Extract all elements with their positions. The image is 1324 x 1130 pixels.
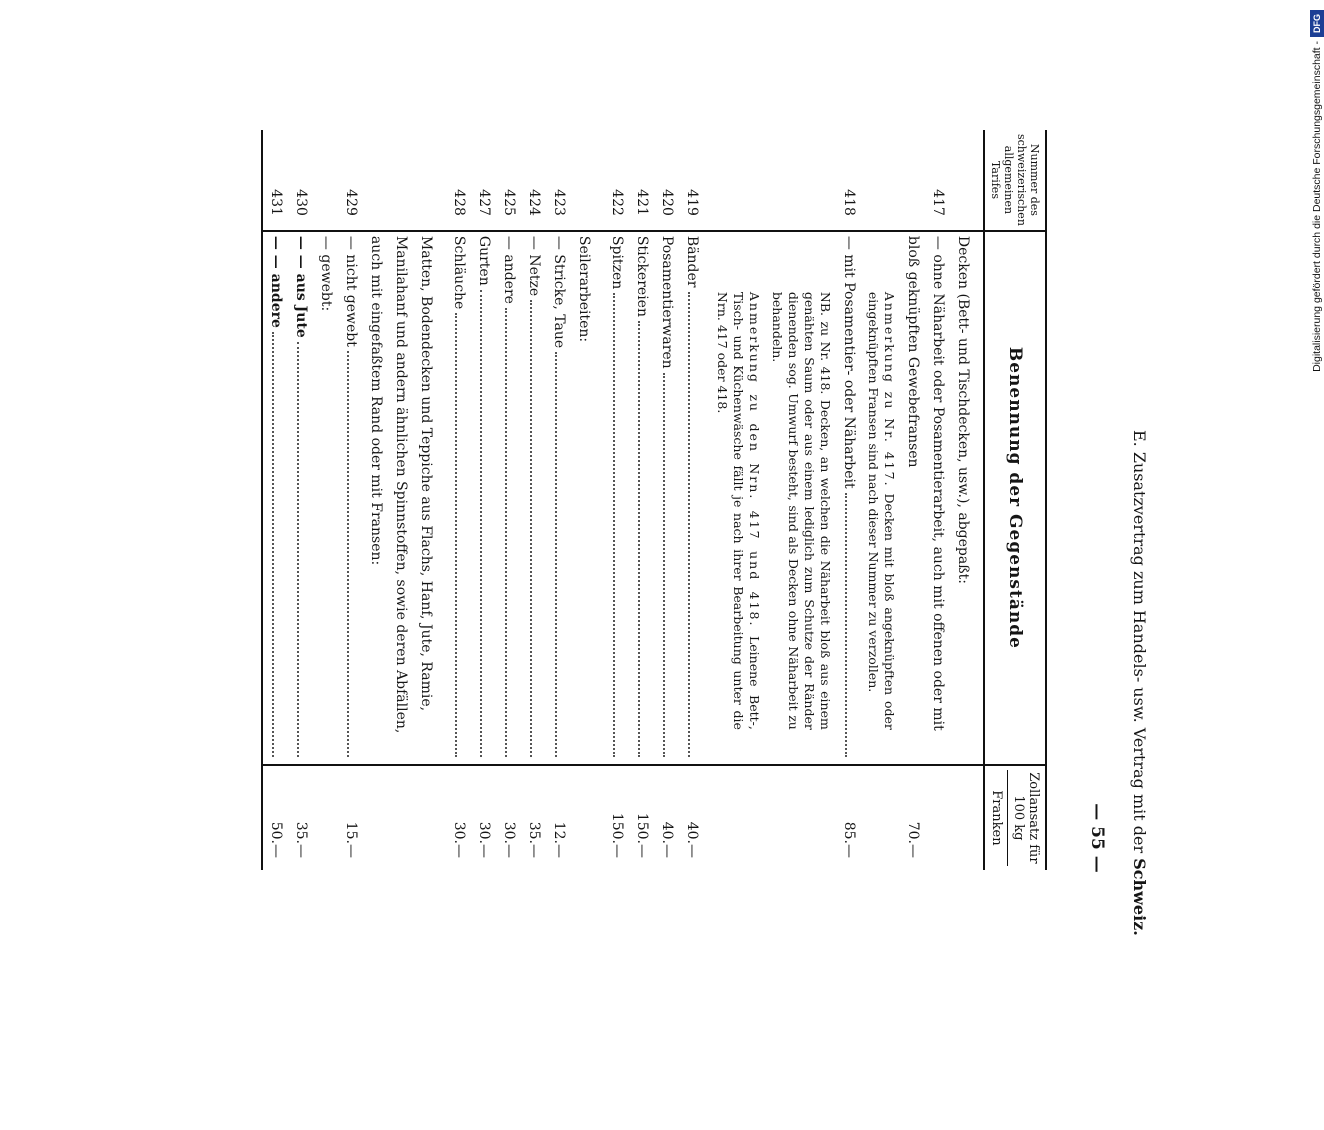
page-number: — 55 — [1087,803,1107,873]
row-427-number: 427 [471,130,496,231]
dfg-logo: DFG [1310,10,1324,37]
table-row [262,130,288,870]
page-header [1119,430,1149,1130]
row-422-number: 422 [604,130,629,231]
matten-heading: Matten, Bodendecken und Teppiche aus Flachs, Hanf, Jute, Ramie, Manilahanf und andern ähnlichen Spinnstoffen, sowie deren Abfällen, auch mit eingefaßtem Rand oder mit Fransen: [363,231,446,765]
row-425-text: — andere [501,235,517,304]
note-417-heading: Anmerkung zu Nr. 417. [882,291,897,488]
nb-418: NB. zu Nr. 418. Decken, an welchen die Näharbeit bloß aus einem genähten Saum oder aus einem lediglich zum Schutze der Ränder dienenden sog. Umwurf besteht, sind als Decken ohne Näharbeit zu behandeln. [770,291,833,730]
digitization-watermark [1302,10,1324,390]
page-number-wrap [1087,420,1112,873]
table-row [836,130,861,870]
tariff-table [261,130,1047,870]
row-421-text: Stickereien [634,235,650,317]
header-country: Schweiz. [1130,858,1149,936]
row-431-text: — — andere [268,235,284,328]
row-418-number: 418 [836,130,861,231]
note-417 [861,236,900,760]
row-429-number: 429 [338,130,363,231]
table-row [521,130,546,870]
table-row [765,130,836,870]
table-row [496,130,521,870]
note-417-text: Decken mit bloß angeknüpften oder eingeknüpften Fransen sind nach dieser Nummer zu verzollen. [866,291,897,730]
table-row [363,130,446,870]
table-header-row [984,130,1046,870]
column-header-name: Benennung der Gegenstände [984,231,1046,765]
table-row [604,130,629,870]
watermark-text: Digitalisierung gefördert durch die Deutsche Forschungsgemeinschaft - [1311,41,1323,372]
table-row [950,130,984,870]
row-424-number: 424 [521,130,546,231]
row-419-rate: 40.— [684,821,700,858]
row-423-rate: 12.— [551,821,567,858]
row-427-rate: 30.— [476,821,492,858]
row-422-rate: 150.— [609,812,625,858]
row-428-number: 428 [446,130,471,231]
row-424-rate: 35.— [526,821,542,858]
row-420-text: Posamentierwaren [659,235,675,369]
row-428-text: Schläuche [451,235,467,310]
row-429-text: — nicht gewebt [343,235,359,347]
row-421-number: 421 [629,130,654,231]
table-row [546,130,571,870]
header-title: E. Zusatzvertrag zum Handels- usw. Vertrag mit der [1130,430,1149,854]
table-row [900,130,950,870]
note-417-418-text: Leinene Bett-, Tisch- und Küchenwäsche fällt je nach ihrer Bearbeitung unter die Nrn. 417 oder 418. [715,291,762,730]
row-418-rate: 85.— [841,821,857,858]
row-419-number: 419 [679,130,704,231]
row-420-number: 420 [654,130,679,231]
column-header-number: Nummer des schweizerischen allgemeinen Tarifes [984,130,1046,231]
rotated-document-page [110,120,1150,936]
row-429-rate: 15.— [343,821,359,858]
row-423-text: — Stricke, Taue [551,235,567,349]
table-row [861,130,900,870]
table-row [338,130,363,870]
note-417-418-heading: Anmerkung zu den Nrn. 417 und 418. [747,291,762,628]
row-417-rate: 70.— [905,821,921,858]
row-418-text: — mit Posamentier- oder Näharbeit [841,235,857,489]
table-row [571,130,604,870]
row-428-rate: 30.— [451,821,467,858]
row-419-text: Bänder [684,235,700,288]
row-417-number: 417 [900,130,950,231]
row-430-text: — — aus Jute [293,235,309,338]
table-row [679,130,704,870]
row-420-rate: 40.— [659,821,675,858]
row-425-rate: 30.— [501,821,517,858]
table-row [288,130,313,870]
row-427-text: Gurten [476,235,492,286]
row-431-rate: 50.— [262,765,288,870]
table-row [654,130,679,870]
row-425-number: 425 [496,130,521,231]
column-header-rate: Zollansatz für 100 kg Franken [984,765,1046,870]
gewebt-heading: — gewebt: [313,231,338,765]
row-430-rate: 35.— [293,821,309,858]
note-417-418 [704,236,765,760]
row-430-number: 430 [288,130,313,231]
table-row [313,130,338,870]
row-417-text: — ohne Näharbeit oder Posamentierarbeit, auch mit offenen oder mit bloß geknüpften Gewebefransen [900,231,950,765]
row-417-heading: Decken (Bett- und Tischdecken, usw.), abgepaßt: [950,231,984,765]
row-421-rate: 150.— [634,812,650,858]
table-row [704,130,765,870]
row-422-text: Spitzen [609,235,625,290]
table-row [629,130,654,870]
table-row [471,130,496,870]
row-424-text: — Netze [526,235,542,297]
row-423-number: 423 [546,130,571,231]
seilerarbeiten-heading: Seilerarbeiten: [571,231,604,765]
table-row [446,130,471,870]
row-431-number: 431 [262,130,288,231]
